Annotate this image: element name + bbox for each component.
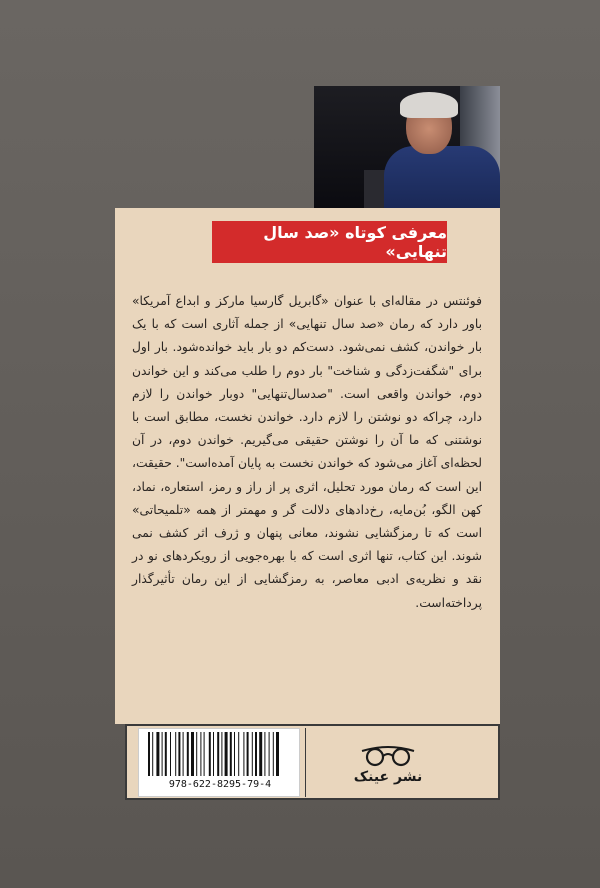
publisher-logo [342,728,434,797]
barcode [138,728,300,797]
intro-title: معرفی کوتاه «صد سال تنهایی» [263,223,447,261]
publisher-name: نشر عینک [353,768,423,785]
strip-divider [305,728,306,797]
photo-person-body [384,146,500,208]
barcode-bars [144,732,296,778]
photo-person-hair [400,92,458,118]
isbn-number: 978-622-8295-79-4 [168,779,272,790]
author-photo [314,86,500,208]
blurb-text: فوئنتس در مقاله‌ای با عنوان «گابریل گارسیا مارکز و ابداع آمریکا» باور دارد که رمان «صد سال تنهایی» از جمله آثاری است که با یک بار خواندن، کشف نمی‌شود. دست‌کم دو بار باید خوانده‌شود. بار اول برای "شگفت‌زدگی و شناخت" بار دوم را طلب می‌کند و این خواندن دوم، خواندن واقعی است. "صدسال‌تنهایی" دوبار خواندن را لازم دارد، چراکه دو نوشتن را لازم دارد. خواندن نخست، مطابق است با نوشتنی که ما آن را نوشتن حقیقی می‌گیریم. خواندن دوم، در آن لحظه‌ای آغاز می‌شود که خواندن نخست به پایان آمده‌است". حقیقت، این است که رمان مورد تحلیل، اثری پر از راز و رمز، استعاره، نماد، کهن الگو، بُن‌مایه، رخ‌دادهای دلالت گر و مهمتر از همه «تلمیحاتی» است که تا رمزگشایی نشوند، معانی پنهان و ژرف اثر کشف نمی شوند. این کتاب، تنها اثری است که با بهره‌جویی از رویکردهای نو در نقد و نظریه‌ی ادبی معاصر، به رمزگشایی از این رمان تأثیرگذار پرداخته‌است. [132,294,482,610]
glasses-book-logo-icon [358,741,418,767]
intro-title-ribbon [212,221,447,263]
